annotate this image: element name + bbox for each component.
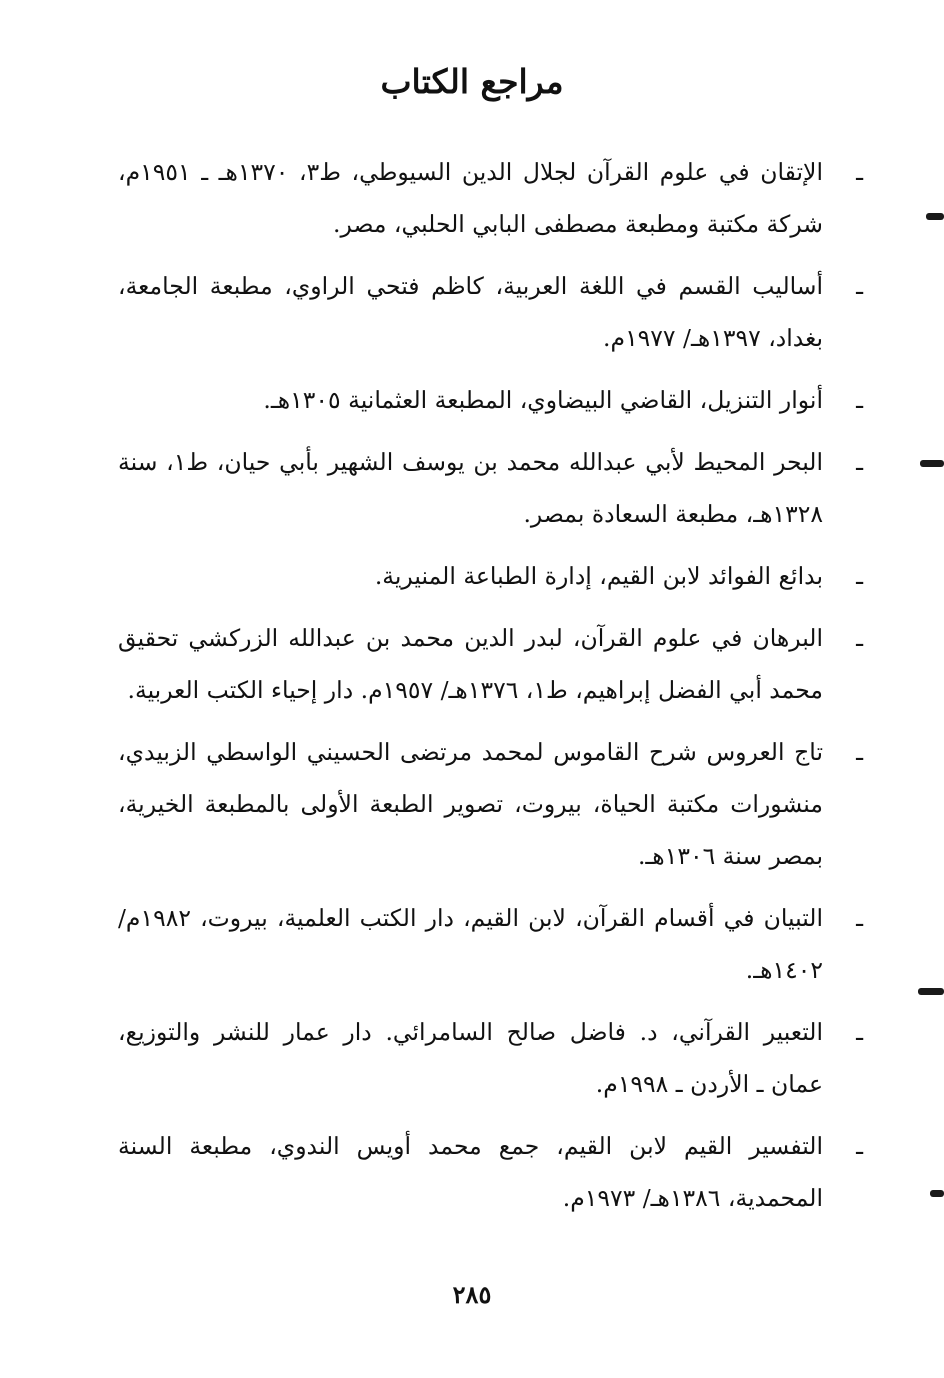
page-number: ٢٨٥	[452, 1280, 492, 1309]
reference-item	[118, 146, 863, 250]
scan-edge-mark	[920, 460, 944, 467]
reference-item	[118, 612, 863, 716]
reference-item	[118, 374, 863, 426]
reference-item	[118, 436, 863, 540]
bullet-dash: ـ	[856, 562, 863, 590]
reference-text: بدائع الفوائد لابن القيم، إدارة الطباعة المنيرية.	[374, 562, 823, 590]
reference-text: الإتقان في علوم القرآن لجلال الدين السيوطي، ط٣، ١٣٧٠هـ ـ ١٩٥١م، شركة مكتبة ومطبعة مصطفى البابي الحلبي، مصر.	[118, 158, 823, 238]
bullet-dash: ـ	[856, 1132, 863, 1160]
reference-item	[118, 260, 863, 364]
scan-edge-mark	[930, 1190, 944, 1197]
reference-text: التبيان في أقسام القرآن، لابن القيم، دار الكتب العلمية، بيروت، ١٩٨٢م/ ١٤٠٢هـ.	[118, 904, 823, 984]
reference-text: تاج العروس شرح القاموس لمحمد مرتضى الحسيني الواسطي الزبيدي، منشورات مكتبة الحياة، بيروت، تصوير الطبعة الأولى بالمطبعة الخيرية، بمصر سنة ١٣٠٦هـ.	[118, 738, 823, 870]
scan-edge-mark	[918, 988, 944, 995]
bullet-dash: ـ	[856, 158, 863, 186]
scan-edge-mark	[926, 213, 944, 220]
reference-item	[118, 550, 863, 602]
reference-text: التفسير القيم لابن القيم، جمع محمد أويس الندوي، مطبعة السنة المحمدية، ١٣٨٦هـ/ ١٩٧٣م.	[118, 1132, 823, 1212]
reference-item	[118, 1120, 863, 1224]
reference-item	[118, 726, 863, 882]
reference-text: التعبير القرآني، د. فاضل صالح السامرائي. دار عمار للنشر والتوزيع، عمان ـ الأردن ـ ١٩٩٨م.	[118, 1018, 823, 1098]
bullet-dash: ـ	[856, 448, 863, 476]
references-list	[118, 146, 863, 1234]
bullet-dash: ـ	[856, 272, 863, 300]
reference-text: البحر المحيط لأبي عبدالله محمد بن يوسف الشهير بأبي حيان، ط١، سنة ١٣٢٨هـ، مطبعة السعادة بمصر.	[118, 448, 823, 528]
bullet-dash: ـ	[856, 738, 863, 766]
bullet-dash: ـ	[856, 1018, 863, 1046]
reference-text: أساليب القسم في اللغة العربية، كاظم فتحي الراوي، مطبعة الجامعة، بغداد، ١٣٩٧هـ/ ١٩٧٧م.	[118, 272, 823, 352]
reference-item	[118, 1006, 863, 1110]
reference-item	[118, 892, 863, 996]
reference-text: أنوار التنزيل، القاضي البيضاوي، المطبعة العثمانية ١٣٠٥هـ.	[263, 386, 823, 414]
bullet-dash: ـ	[856, 624, 863, 652]
reference-text: البرهان في علوم القرآن، لبدر الدين محمد بن عبدالله الزركشي تحقيق محمد أبي الفضل إبراهيم، ط١، ١٣٧٦هـ/ ١٩٥٧م. دار إحياء الكتب العربية.	[118, 624, 823, 704]
page-title: مراجع الكتاب	[380, 62, 564, 101]
bullet-dash: ـ	[856, 386, 863, 414]
bullet-dash: ـ	[856, 904, 863, 932]
